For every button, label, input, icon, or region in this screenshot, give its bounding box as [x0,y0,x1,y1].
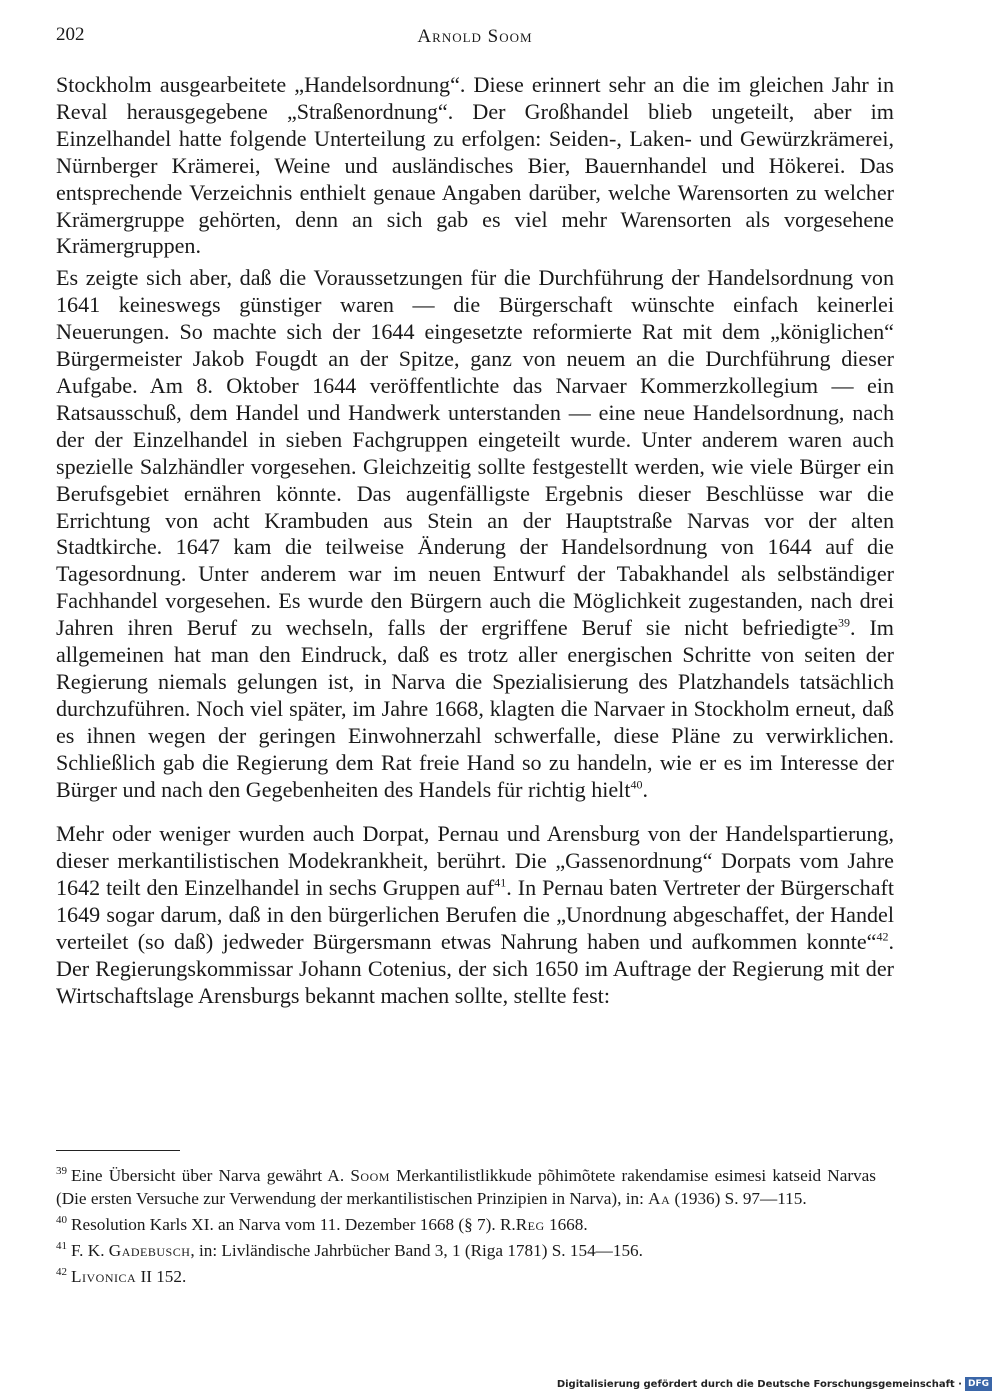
footnote-ref-39: 39 [838,615,851,630]
footnote-ref-42: 42 [876,929,889,944]
dfg-logo-icon: DFG [965,1377,992,1391]
author-name: Soom [350,1166,390,1185]
footnote-text: Resolution Karls XI. an Narva vom 11. Dezember 1668 (§ 7). R. [71,1215,516,1234]
footnote-number: 39 [56,1165,67,1178]
source-abbrev: Reg [515,1215,545,1234]
footnote-text: 1668. [544,1215,588,1234]
footnotes [56,1164,876,1291]
footnote-ref-41: 41 [494,875,507,890]
footnote-number: 41 [56,1240,67,1253]
paragraph-2-text: Es zeigte sich aber, daß die Voraussetzungen für die Durchführung der Handelsordnung von 1641 keineswegs günstiger waren — die Bürgerschaft wünschte einfach keinerlei Neuerungen. So machte sich der 1644 eingesetzte reformierte Rat mit dem „königlichen“ Bürgermeister Jakob Fougdt an der Spitze, ganz von neuem an die Durchführung dieser Aufgabe. Am 8. Oktober 1644 veröffentlichte das Narvaer Kommerzkollegium — ein Ratsausschuß, dem Handel und Handwerk unterstanden — eine neue Handelsordnung, nach der der Einzelhandel in sieben Fachgruppen eingeteilt wurde. Unter anderem waren auch spezielle Salzhändler vorgesehen. Gleichzeitig sollte festgestellt werden, wie viele Bürger ein Berufsgebiet ernähren könnte. Das augenfälligste Ergebnis dieser Beschlüsse war die Errichtung von acht Krambuden aus Stein an der Hauptstraße Narvas vor der alten Stadtkirche. 1647 kam die teilweise Änderung der Handelsordnung von 1644 auf die Tagesordnung. Unter anderem war im neuen Entwurf der Tabakhandel als selbständiger Fachhandel vorgesehen. Es wurde den Bürgern auch die Möglichkeit zugestanden, nach drei Jahren ihren Beruf zu wechseln, falls der ergriffene Beruf sie nicht befriedigte [56,265,894,641]
footnote-40 [56,1213,876,1236]
footnote-text: (1936) S. 97—115. [670,1189,807,1208]
footnote-text: , in: Livländische Jahrbücher Band 3, 1 (Riga 1781) S. 154—156. [190,1241,643,1260]
paragraph-3-end: . Der Regierungskommissar Johann Cotenius, der sich 1650 im Auftrage der Regierung mit der Wirtschaftslage Arensburgs bekannt machen sollte, stellte fest: [56,929,894,1008]
page-number: 202 [56,24,85,45]
source-abbrev: Livonica [71,1267,137,1286]
footnote-divider [56,1150,180,1151]
footnote-41 [56,1239,876,1262]
footnote-42 [56,1265,876,1288]
paragraph-3-text: Mehr oder weniger wurden auch Dorpat, Pernau und Arensburg von der Handelspartierung, dieser merkantilistischen Modekrankheit, berührt. Die „Gassenordnung“ Dorpats vom Jahre 1642 teilt den Einzelhandel in sechs Gruppen auf [56,821,894,901]
paragraph-2 [56,265,894,803]
footnote-39 [56,1164,876,1210]
paragraph-1: Stockholm ausgearbeitete „Handelsordnung“. Diese erinnert sehr an die im gleichen Jahr in Reval herausgegebene „Straßenordnung“. Der Großhandel blieb ungeteilt, aber im Einzelhandel hatte folgende Unterteilung zu erfolgen: Seiden-, Laken- und Gewürzkrämerei, Nürnberger Krämerei, Weine und ausländisches Bier, Bauernhandel und Hökerei. Das entsprechende Verzeichnis enthielt genaue Angaben darüber, welche Warensorten zu welcher Krämergruppe gehörten, denn an sich gab es viel mehr Warensorten als vorgesehene Krämergruppen. [56,72,894,259]
paragraph-2-end: . [642,776,648,802]
footnote-ref-40: 40 [630,777,643,792]
footnote-number: 42 [56,1266,67,1279]
footnote-text: II 152. [136,1267,187,1286]
author-name: Gadebusch [108,1241,191,1260]
footnote-text: Eine Übersicht über Narva gewährt A. [71,1166,351,1185]
footnote-number: 40 [56,1214,67,1227]
page-header [56,18,894,52]
paragraph-2-text-cont: . Im allgemeinen hat man den Eindruck, daß es trotz aller energischen Schritte von seiten der Regierung niemals gelungen ist, in Narva die Spezialisierung des Platzhandels tatsächlich durchzuführen. Noch viel später, im Jahre 1668, klagten die Narvaer in Stockholm erneut, daß es ihnen wegen der geringen Einwohnerzahl schwerfalle, diese Pläne zu verwirklichen. Schließlich gab die Regierung dem Rat freie Hand so zu handeln, wie er es im Interesse der Bürger und nach den Gegebenheiten des Handels für richtig hielt [56,615,894,802]
running-title: Arnold Soom [417,26,533,47]
digitization-credit [557,1376,992,1392]
journal-abbrev: Aa [648,1189,671,1208]
paragraph-3-text-cont: . In Pernau baten Vertreter der Bürgerschaft 1649 sogar darum, daß in den bürgerlichen Berufen die „Unordnung abgeschaffet, der Handel verteilet (so daß) jedweder Bürgersmann etwas Nahrung haben und aufkommen konnte“ [56,875,894,955]
footnote-text: Merkantilistlikkude põhimõtete rakendamise esimesi katseid Narvas (Die ersten Versuche zur Verwendung der merkantilistischen Prinzipien in Narva), in: [56,1166,876,1208]
paragraph-3 [56,821,894,1009]
body-text [56,72,894,1010]
footnote-text: F. K. [71,1241,109,1260]
credit-text: Digitalisierung gefördert durch die Deutsche Forschungsgemeinschaft · [556,1378,962,1390]
